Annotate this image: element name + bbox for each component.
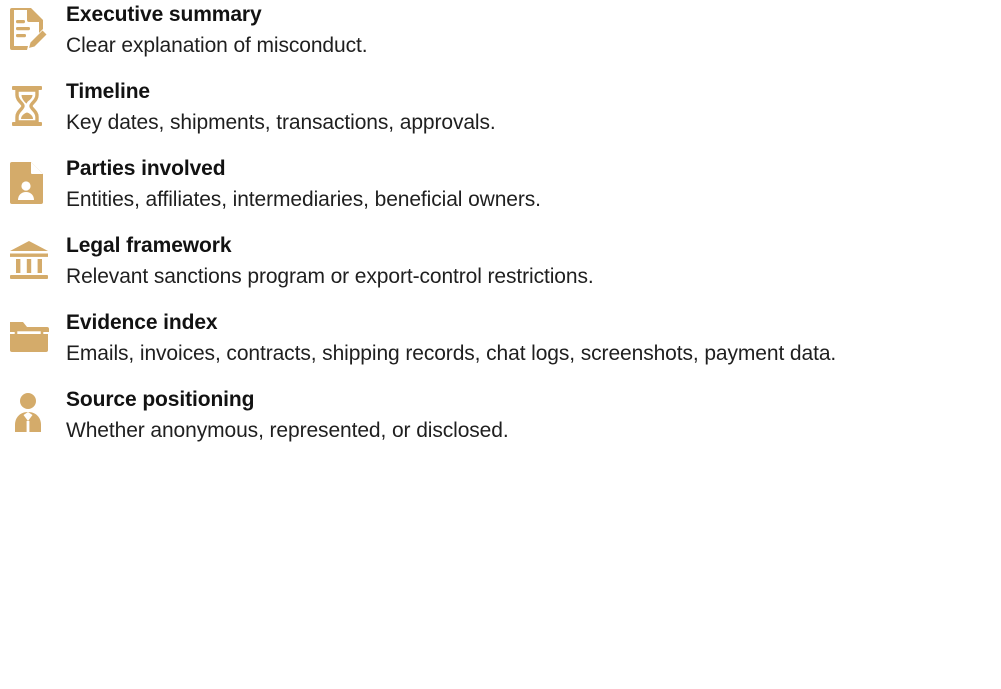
list-item	[0, 154, 1001, 215]
item-description: Whether anonymous, represented, or disclosed.	[66, 419, 509, 442]
item-description: Relevant sanctions program or export-control restrictions.	[66, 265, 594, 288]
item-description: Key dates, shipments, transactions, approvals.	[66, 111, 496, 134]
text-container	[66, 308, 991, 369]
icon-container	[8, 0, 66, 52]
icon-container	[8, 154, 66, 206]
list-item	[0, 231, 1001, 292]
bank-institution-icon	[8, 237, 50, 283]
item-description: Entities, affiliates, intermediaries, beneficial owners.	[66, 188, 541, 211]
text-container	[66, 0, 991, 61]
item-description: Emails, invoices, contracts, shipping records, chat logs, screenshots, payment data.	[66, 342, 837, 365]
list-item	[0, 385, 1001, 446]
document-edit-icon	[8, 6, 48, 52]
item-title: Parties involved	[66, 157, 226, 180]
list-item	[0, 308, 1001, 369]
text-container	[66, 77, 991, 138]
item-title: Source positioning	[66, 388, 255, 411]
icon-container	[8, 385, 66, 437]
list-item	[0, 0, 1001, 61]
text-container	[66, 231, 991, 292]
icon-container	[8, 231, 66, 283]
icon-container	[8, 308, 66, 360]
icon-container	[8, 77, 66, 129]
item-description: Clear explanation of misconduct.	[66, 34, 368, 57]
hourglass-icon	[8, 83, 48, 129]
document-person-icon	[8, 160, 48, 206]
person-suit-icon	[8, 391, 48, 437]
text-container	[66, 154, 991, 215]
text-container	[66, 385, 991, 446]
item-title: Executive summary	[66, 3, 262, 26]
item-title: Legal framework	[66, 234, 232, 257]
item-title: Evidence index	[66, 311, 218, 334]
item-title: Timeline	[66, 80, 151, 103]
list-item	[0, 77, 1001, 138]
file-folder-icon	[8, 314, 50, 360]
